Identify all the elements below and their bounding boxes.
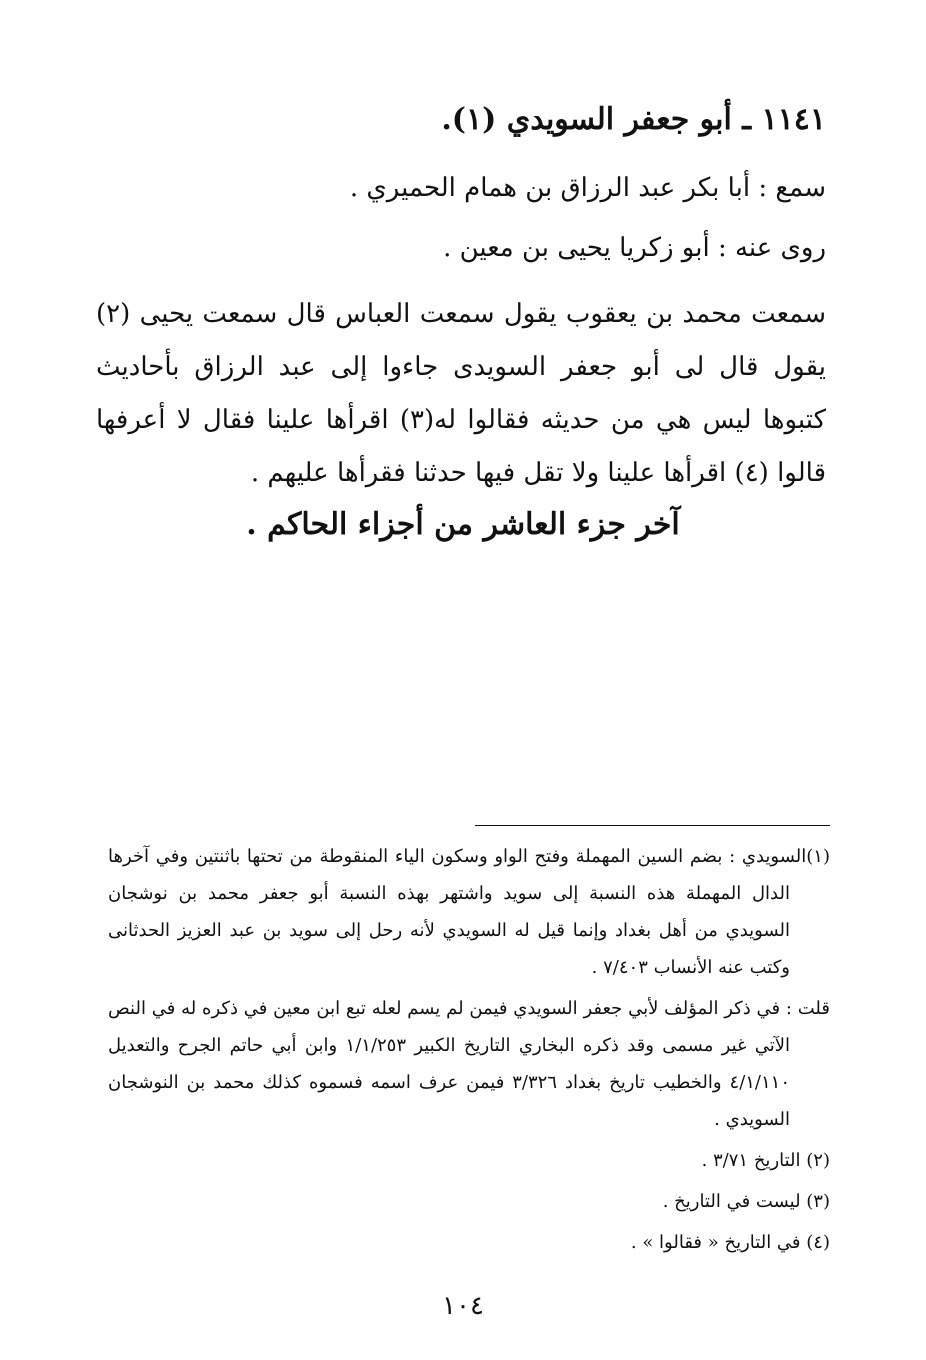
footnotes-section: [108, 838, 830, 1265]
narration-paragraph: سمعت محمد بن يعقوب يقول سمعت العباس قال سمعت يحيى (٢) يقول قال لى أبو جعفر السويدى جاءوا إلى عبد الرزاق بأحاديث كتبوها ليس هي من حديثه فقالوا له(٣) اقرأها علينا فقال لا أعرفها قالوا (٤) اقرأها علينا ولا تقل فيها حدثنا فقرأها عليهم .: [96, 299, 826, 488]
page-number: ١٠٤: [442, 1291, 484, 1321]
entry-heard-from: سمع : أبا بكر عبد الرزاق بن همام الحميري .: [349, 173, 826, 203]
entry-heading: ١١٤١ ـ أبو جعفر السويدي (١).: [441, 102, 826, 137]
entry-narrated-by: روى عنه : أبو زكريا يحيى بن معين .: [443, 233, 826, 263]
footnote-divider: [475, 825, 830, 826]
footnote-1: (١)السويدي : بضم السين المهملة وفتح الواو وسكون الياء المنقوطة من تحتها باثنتين وفي آخرها الدال المهملة هذه النسبة إلى سويد واشتهر بهذه النسبة أبو جعفر محمد بن نوشجان السويدي من أهل بغداد وإنما قيل له السويدي لأنه رحل إلى سويد بن عبد العزيز الحدثانى وكتب عنه الأنساب ٧/٤٠٣ .: [108, 846, 830, 978]
footnote-1-comment: قلت : في ذكر المؤلف لأبي جعفر السويدي فيمن لم يسم لعله تبع ابن معين في ذكره له في النص الآتي غير مسمى وقد ذكره البخاري التاريخ الكبير ١/١/٢٥٣ وابن أبي حاتم الجرح والتعديل ٤/١/١١٠ والخطيب تاريخ بغداد ٣/٣٢٦ فيمن عرف اسمه فسموه كذلك محمد بن النوشجان السويدي .: [108, 998, 830, 1130]
footnote-4: (٤) في التاريخ « فقالوا » .: [630, 1232, 830, 1253]
footnote-3: (٣) ليست في التاريخ .: [662, 1191, 830, 1212]
footnote-2: (٢) التاريخ ٣/٧١ .: [701, 1150, 830, 1171]
closing-title: آخر جزء العاشر من أجزاء الحاكم .: [246, 507, 680, 542]
